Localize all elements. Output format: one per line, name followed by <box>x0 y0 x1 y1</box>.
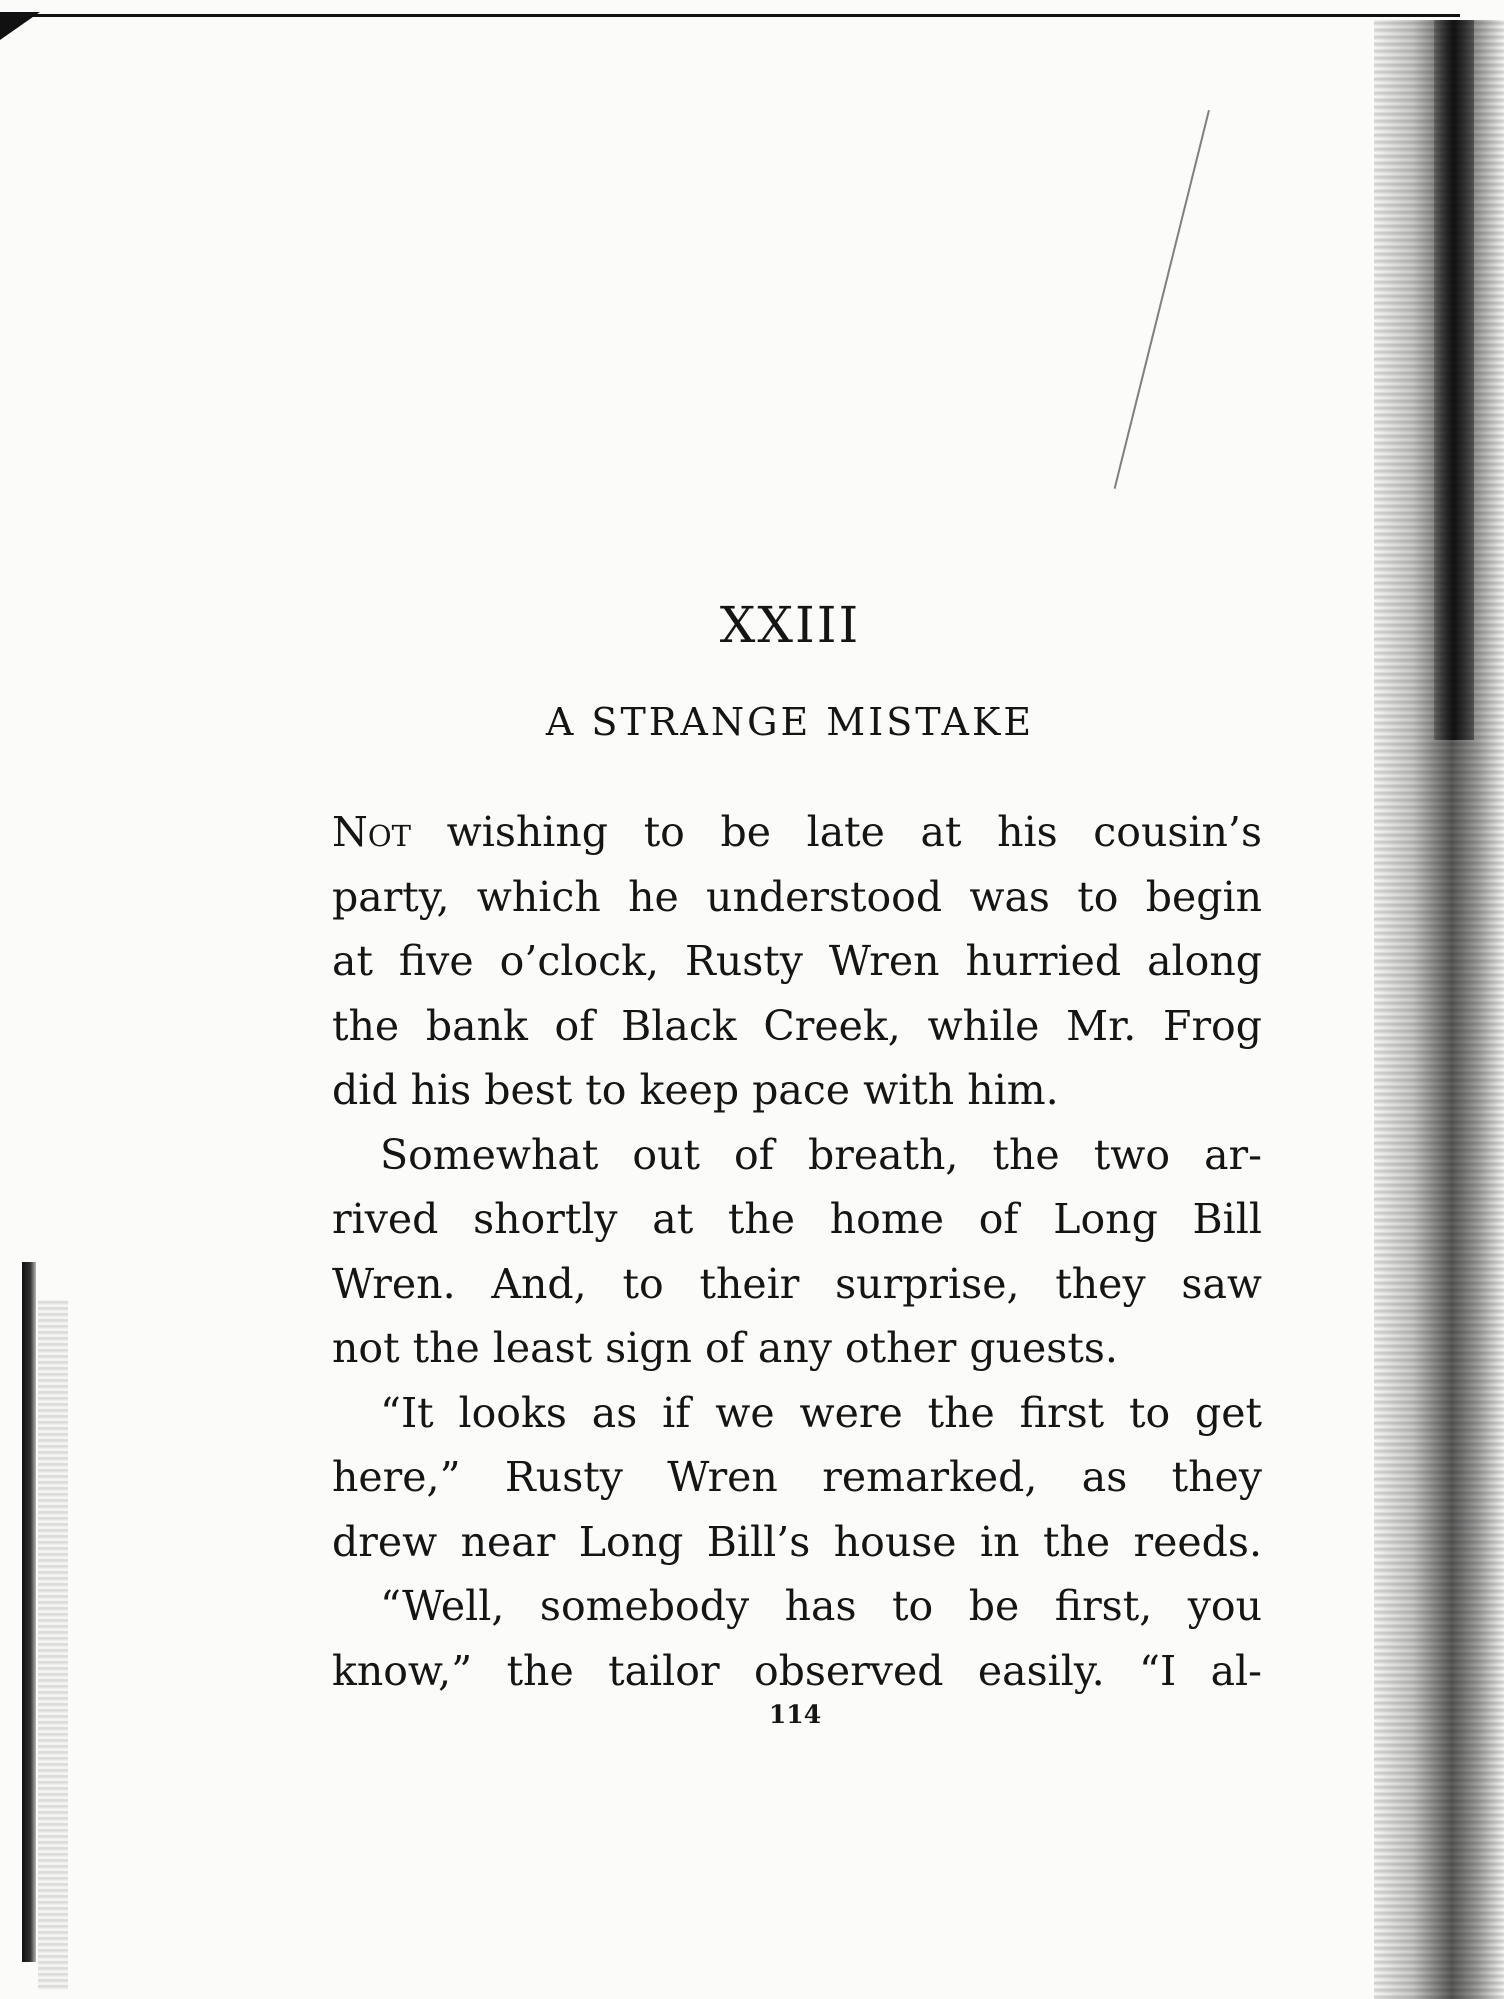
page-number: 114 <box>768 1700 822 1729</box>
text-line: here,” Rusty Wren remarked, as they <box>332 1453 1262 1501</box>
text-line: the bank of Black Creek, while Mr. Frog <box>332 1001 1262 1050</box>
text-line: not the least sign of any other guests. <box>332 1324 1118 1372</box>
top-border-rule <box>0 14 1460 17</box>
text-line: Wren. And, to their surprise, they saw <box>332 1259 1262 1308</box>
text-line: know,” the tailor observed easily. “I al- <box>332 1646 1262 1695</box>
text-line: drew near Long Bill’s house in the reeds. <box>332 1517 1262 1566</box>
chapter-body <box>332 800 1262 1703</box>
binding-shadow-left-faint <box>38 1300 68 1990</box>
page-crease <box>1114 110 1210 489</box>
text-line: Somewhat out of breath, the two ar- <box>380 1130 1262 1179</box>
text-line <box>332 800 1262 865</box>
binding-shadow-left <box>22 1262 36 1962</box>
text-line: rived shortly at the home of Long Bill <box>332 1195 1262 1243</box>
text-line: “It looks as if we were the first to get <box>380 1388 1262 1437</box>
text-line: at five o’clock, Rusty Wren hurried along <box>332 937 1262 985</box>
chapter-title: A STRANGE MISTAKE <box>545 700 1035 744</box>
text-line: party, which he understood was to begin <box>332 872 1262 921</box>
drop-word: Not <box>332 808 411 856</box>
corner-mark <box>0 12 40 40</box>
text-line-rest: wishing to be late at his cousin’s <box>411 808 1262 856</box>
text-line: “Well, somebody has to be first, you <box>380 1582 1262 1630</box>
text-line: did his best to keep pace with him. <box>332 1066 1059 1114</box>
chapter-number: XXIII <box>719 596 861 654</box>
